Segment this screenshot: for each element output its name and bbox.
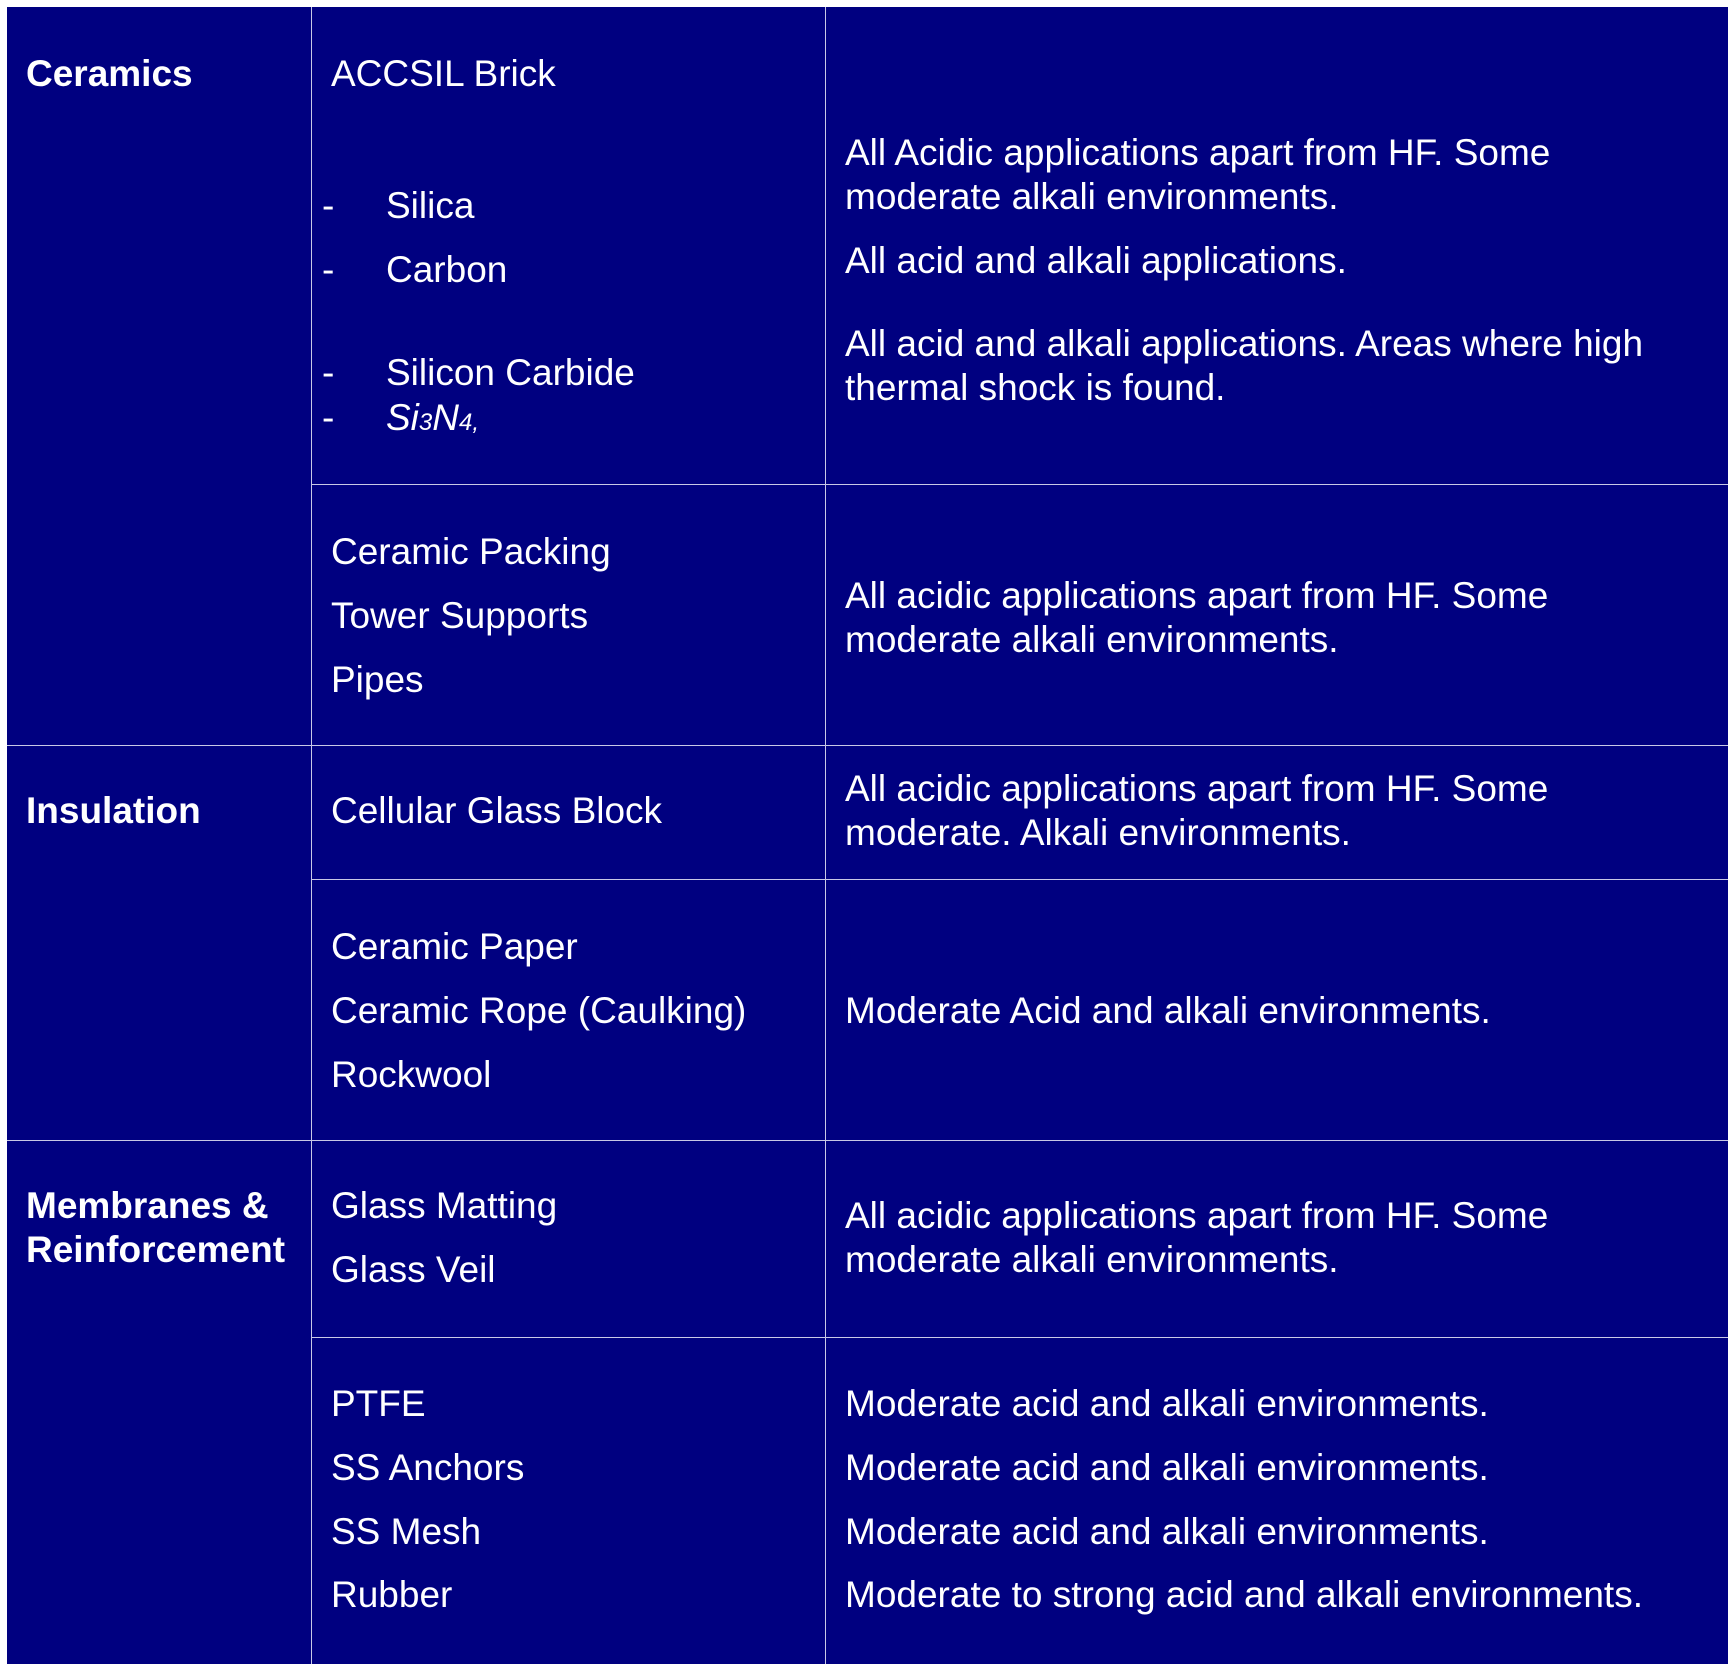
- si3n4-si: Si: [386, 397, 419, 438]
- use-text: All acid and alkali applications.: [845, 240, 1347, 281]
- use-text: All acidic applications apart from HF. Some: [845, 768, 1549, 809]
- row-divider: [7, 1140, 1728, 1141]
- use-text: moderate alkali environments.: [845, 1239, 1339, 1280]
- row-divider: [311, 484, 1728, 485]
- material-ss-mesh: SS Mesh: [331, 1511, 482, 1552]
- material-silicon-carbide: Silicon Carbide: [386, 352, 635, 393]
- si3n4-n: N: [432, 397, 459, 438]
- list-dash: -: [322, 352, 335, 393]
- list-dash: -: [322, 397, 335, 438]
- material-rubber: Rubber: [331, 1574, 453, 1615]
- use-text: moderate alkali environments.: [845, 176, 1339, 217]
- materials-table: [7, 7, 1728, 1664]
- use-text: Moderate Acid and alkali environments.: [845, 990, 1491, 1031]
- category-insulation: Insulation: [26, 790, 201, 831]
- material-pipes: Pipes: [331, 659, 424, 700]
- material-ss-anchors: SS Anchors: [331, 1447, 525, 1488]
- si3n4-comma: ,: [472, 409, 480, 436]
- material-carbon: Carbon: [386, 249, 508, 290]
- use-text: All acidic applications apart from HF. Some: [845, 1195, 1549, 1236]
- material-ceramic-packing: Ceramic Packing: [331, 531, 611, 572]
- material-ceramic-rope: Ceramic Rope (Caulking): [331, 990, 747, 1031]
- material-accsil-brick: ACCSIL Brick: [331, 53, 556, 94]
- column-divider: [311, 7, 312, 1664]
- material-glass-matting: Glass Matting: [331, 1185, 558, 1226]
- use-text: Moderate acid and alkali environments.: [845, 1447, 1489, 1488]
- use-text: Moderate to strong acid and alkali environments.: [845, 1574, 1643, 1615]
- category-ceramics: Ceramics: [26, 53, 193, 94]
- category-membranes-line1: Membranes &: [26, 1185, 269, 1226]
- list-dash: -: [322, 185, 335, 226]
- use-text: All acid and alkali applications. Areas where high: [845, 323, 1644, 364]
- use-text: moderate alkali environments.: [845, 619, 1339, 660]
- si3n4-four: 4: [459, 409, 473, 436]
- row-divider: [7, 745, 1728, 746]
- material-silica: Silica: [386, 185, 475, 226]
- material-ptfe: PTFE: [331, 1383, 426, 1424]
- list-dash: -: [322, 249, 335, 290]
- use-text: Moderate acid and alkali environments.: [845, 1383, 1489, 1424]
- use-text: moderate. Alkali environments.: [845, 812, 1351, 853]
- material-cellular-glass-block: Cellular Glass Block: [331, 790, 663, 831]
- row-divider: [311, 1337, 1728, 1338]
- row-divider: [311, 879, 1728, 880]
- material-si3n4: [386, 396, 479, 445]
- category-membranes-line2: Reinforcement: [26, 1229, 286, 1270]
- use-text: All Acidic applications apart from HF. Some: [845, 132, 1551, 173]
- si3n4-three: 3: [418, 409, 433, 436]
- use-text: thermal shock is found.: [845, 367, 1226, 408]
- use-text: Moderate acid and alkali environments.: [845, 1511, 1489, 1552]
- material-ceramic-paper: Ceramic Paper: [331, 926, 578, 967]
- use-text: All acidic applications apart from HF. Some: [845, 575, 1549, 616]
- material-tower-supports: Tower Supports: [331, 595, 589, 636]
- material-rockwool: Rockwool: [331, 1054, 492, 1095]
- material-glass-veil: Glass Veil: [331, 1249, 496, 1290]
- column-divider: [825, 7, 826, 1664]
